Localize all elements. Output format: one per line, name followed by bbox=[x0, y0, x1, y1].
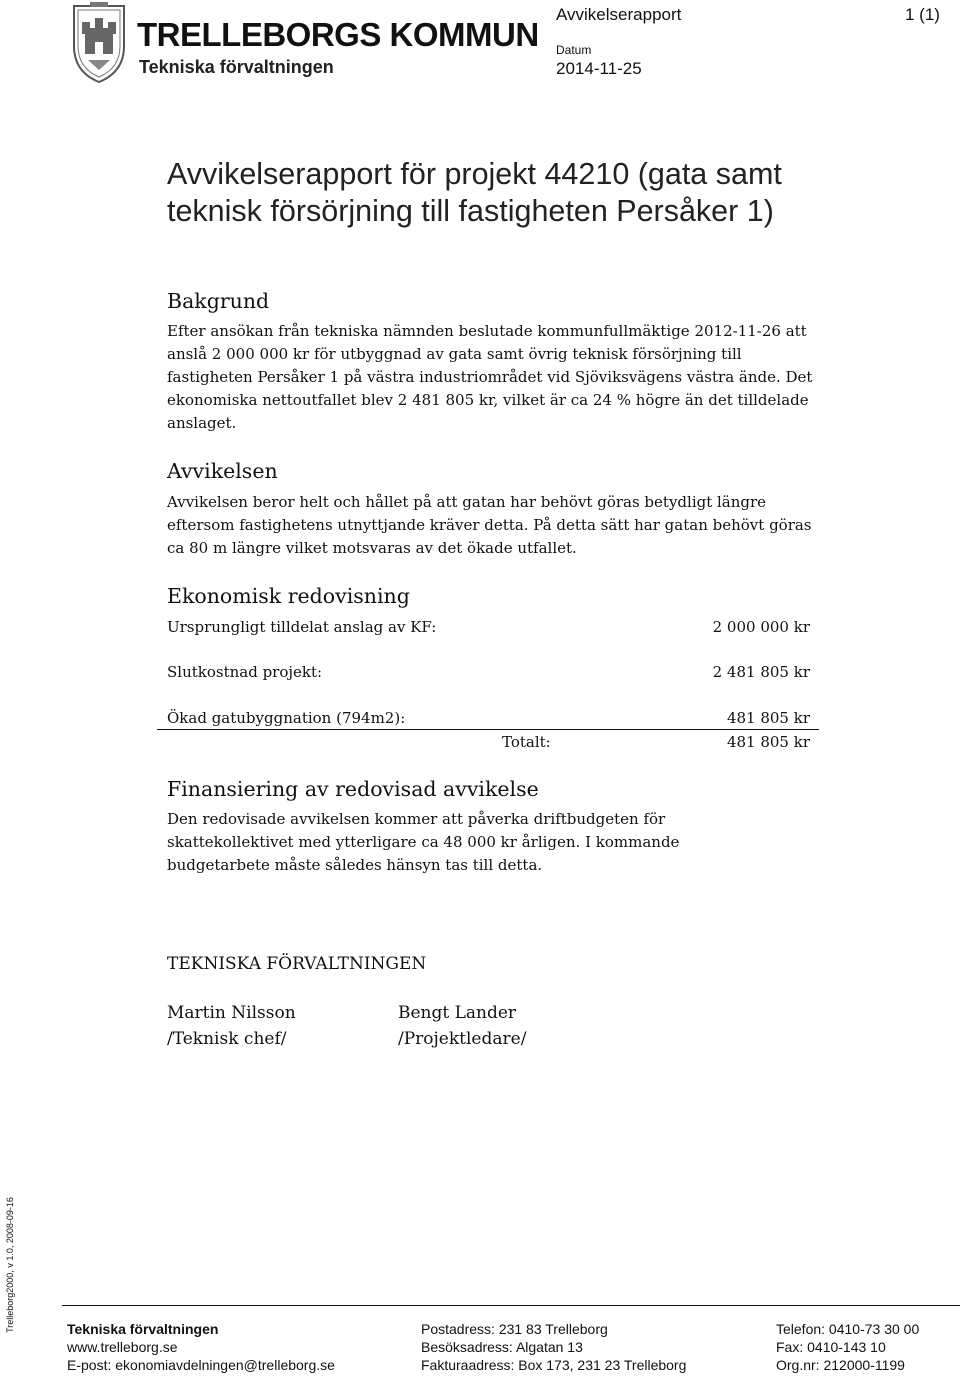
footer-fax: Fax: 0410-143 10 bbox=[776, 1339, 886, 1355]
signature-org: TEKNISKA FÖRVALTNINGEN bbox=[167, 954, 427, 974]
finance-row-label: Slutkostnad projekt: bbox=[167, 663, 323, 681]
footer-website-link[interactable]: www.trelleborg.se bbox=[67, 1339, 178, 1355]
document-title: Avvikelserapport för projekt 44210 (gata samt teknisk försörjning till fastigheten Persåker 1) bbox=[167, 157, 782, 228]
section-text-finansiering: Den redovisade avvikelsen kommer att påverka driftbudgeten för skattekollektivet med ytterligare ca 48 000 kr årligen. I kommande budgetarbete måste således hänsyn tas till detta. bbox=[167, 810, 680, 874]
finance-row-value: 2 481 805 kr bbox=[712, 663, 810, 681]
footer-invoice-address: Fakturaadress: Box 173, 231 23 Trelleborg bbox=[421, 1357, 687, 1373]
finance-row-value: 2 000 000 kr bbox=[712, 618, 810, 636]
date-value: 2014-11-25 bbox=[556, 59, 642, 78]
section-heading-bakgrund: Bakgrund bbox=[167, 289, 270, 313]
org-subtitle: Tekniska förvaltningen bbox=[139, 57, 334, 77]
signer-role: /Teknisk chef/ bbox=[167, 1029, 287, 1049]
section-text-bakgrund: Efter ansökan från tekniska nämnden beslutade kommunfullmäktige 2012-11-26 att anslå 2 000 000 kr för utbyggnad av gata samt övrig teknisk försörjning till fastigheten Persåker 1 på västra industriområdet vid Sjöviksvägens västra ände. Det ekonomiska nettoutfallet blev 2 481 805 kr, vilket är ca 24 % högre än det tilldelade anslaget. bbox=[167, 322, 813, 432]
signer-name: Bengt Lander bbox=[398, 1003, 517, 1023]
signer-name: Martin Nilsson bbox=[167, 1003, 296, 1023]
page-number: 1 (1) bbox=[905, 5, 940, 24]
date-label: Datum bbox=[556, 43, 592, 57]
coat-of-arms-icon bbox=[68, 2, 130, 84]
footer-divider bbox=[62, 1305, 960, 1306]
finance-row-value: 481 805 kr bbox=[726, 709, 810, 727]
finance-row-label: Ökad gatubyggnation (794m2): bbox=[167, 709, 406, 727]
finance-row-label: Ursprungligt tilldelat anslag av KF: bbox=[167, 618, 437, 636]
footer-phone: Telefon: 0410-73 30 00 bbox=[776, 1321, 920, 1337]
section-heading-finansiering: Finansiering av redovisad avvikelse bbox=[167, 777, 539, 801]
section-text-avvikelsen: Avvikelsen beror helt och hållet på att gatan har behövt göras betydligt längre eftersom fastighetens utnyttjande kräver detta. På detta sätt har gatan behövt göras ca 80 m längre vilket motsvaras av det ökade utfallet. bbox=[167, 493, 812, 557]
footer-postal-address: Postadress: 231 83 Trelleborg bbox=[421, 1321, 608, 1337]
section-heading-ekonomisk: Ekonomisk redovisning bbox=[167, 584, 410, 608]
org-name: TRELLEBORGS KOMMUN bbox=[137, 16, 539, 53]
template-version-text: Trelleborg2000, v 1.0, 2008-09-16 bbox=[5, 1197, 15, 1333]
footer-email-link[interactable]: E-post: ekonomiavdelningen@trelleborg.se bbox=[67, 1357, 335, 1373]
document-type: Avvikelserapport bbox=[556, 5, 682, 24]
footer-org-number: Org.nr: 212000-1199 bbox=[776, 1357, 905, 1373]
footer-org-name: Tekniska förvaltningen bbox=[67, 1321, 219, 1337]
finance-total-value: 481 805 kr bbox=[726, 733, 810, 751]
signer-role: /Projektledare/ bbox=[398, 1029, 527, 1049]
section-heading-avvikelsen: Avvikelsen bbox=[167, 459, 278, 483]
footer-visit-address: Besöksadress: Algatan 13 bbox=[421, 1339, 583, 1355]
finance-sum-divider bbox=[157, 729, 819, 730]
finance-total-label: Totalt: bbox=[502, 733, 551, 751]
